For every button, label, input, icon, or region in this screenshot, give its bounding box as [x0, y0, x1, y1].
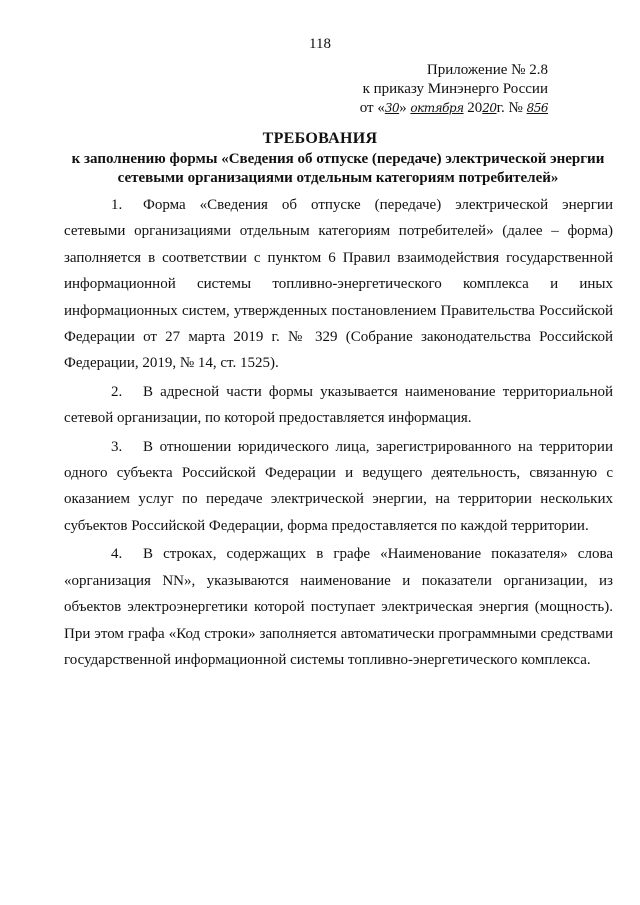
appendix-header — [360, 61, 548, 118]
paragraph-text: В строках, содержащих в графе «Наименование показателя» слова «организация NN», указываются наименование и показатели организации, из объектов электроэнергетики которой поступает электрическая энергия (мощность). При этом графа «Код строки» заполняется автоматически программными средствами государственной информационной системы топливно-энергетического комплекса. — [64, 546, 613, 668]
handwritten-order-number: 856 — [526, 101, 548, 115]
appendix-order-ref: к приказу Минэнерго России — [362, 81, 548, 97]
date-mid-3: г. № — [496, 100, 527, 116]
page-number: 118 — [309, 36, 331, 52]
document-title: ТРЕБОВАНИЯ — [262, 130, 378, 147]
paragraph-text: В отношении юридического лица, зарегистрированного на территории одного субъекта Российской Федерации и ведущего деятельность, связанную с оказанием услуг по передаче электрической энергии, на территории нескольких субъектов Российской Федерации, форма предоставляется по каждой территории. — [64, 438, 613, 534]
date-mid-2: 20 — [463, 100, 483, 116]
paragraph-text: Форма «Сведения об отпуске (передаче) электрической энергии сетевыми организациями отдельным категориям потребителей» (далее – форма) заполняется в соответствии с пунктом 6 Правил взаимодействия государственной информационной системы топливно-энергетического комплекса и иных информационных систем, утвержденных постановлением Правительства Российской Федерации от 27 марта 2019 г. № 329 (Собрание законодательства Российской Федерации, 2019, № 14, ст. 1525). — [64, 197, 613, 372]
paragraph-number: 4. — [111, 546, 123, 563]
paragraph-4 — [64, 541, 613, 673]
document-subtitle: к заполнению формы «Сведения об отпуске (передаче) электрической энергии сетевыми организациями отдельным категориям потребителей» — [71, 151, 605, 186]
appendix-order-date — [360, 99, 548, 118]
paragraph-number: 1. — [111, 197, 123, 213]
paragraph-3 — [64, 434, 613, 540]
paragraph-number: 3. — [111, 438, 123, 455]
paragraph-2 — [64, 379, 613, 432]
paragraph-1 — [64, 192, 613, 377]
appendix-number: Приложение № 2.8 — [426, 62, 548, 78]
date-mid-1: » — [399, 100, 411, 116]
document-body — [64, 192, 613, 675]
handwritten-day: 30 — [384, 101, 400, 115]
handwritten-month: октября — [410, 101, 464, 115]
handwritten-year: 20 — [482, 101, 497, 115]
date-prefix: от « — [359, 100, 385, 116]
paragraph-number: 2. — [111, 383, 123, 400]
paragraph-text: В адресной части формы указывается наименование территориальной сетевой организации, по которой предоставляется информация. — [64, 383, 613, 427]
